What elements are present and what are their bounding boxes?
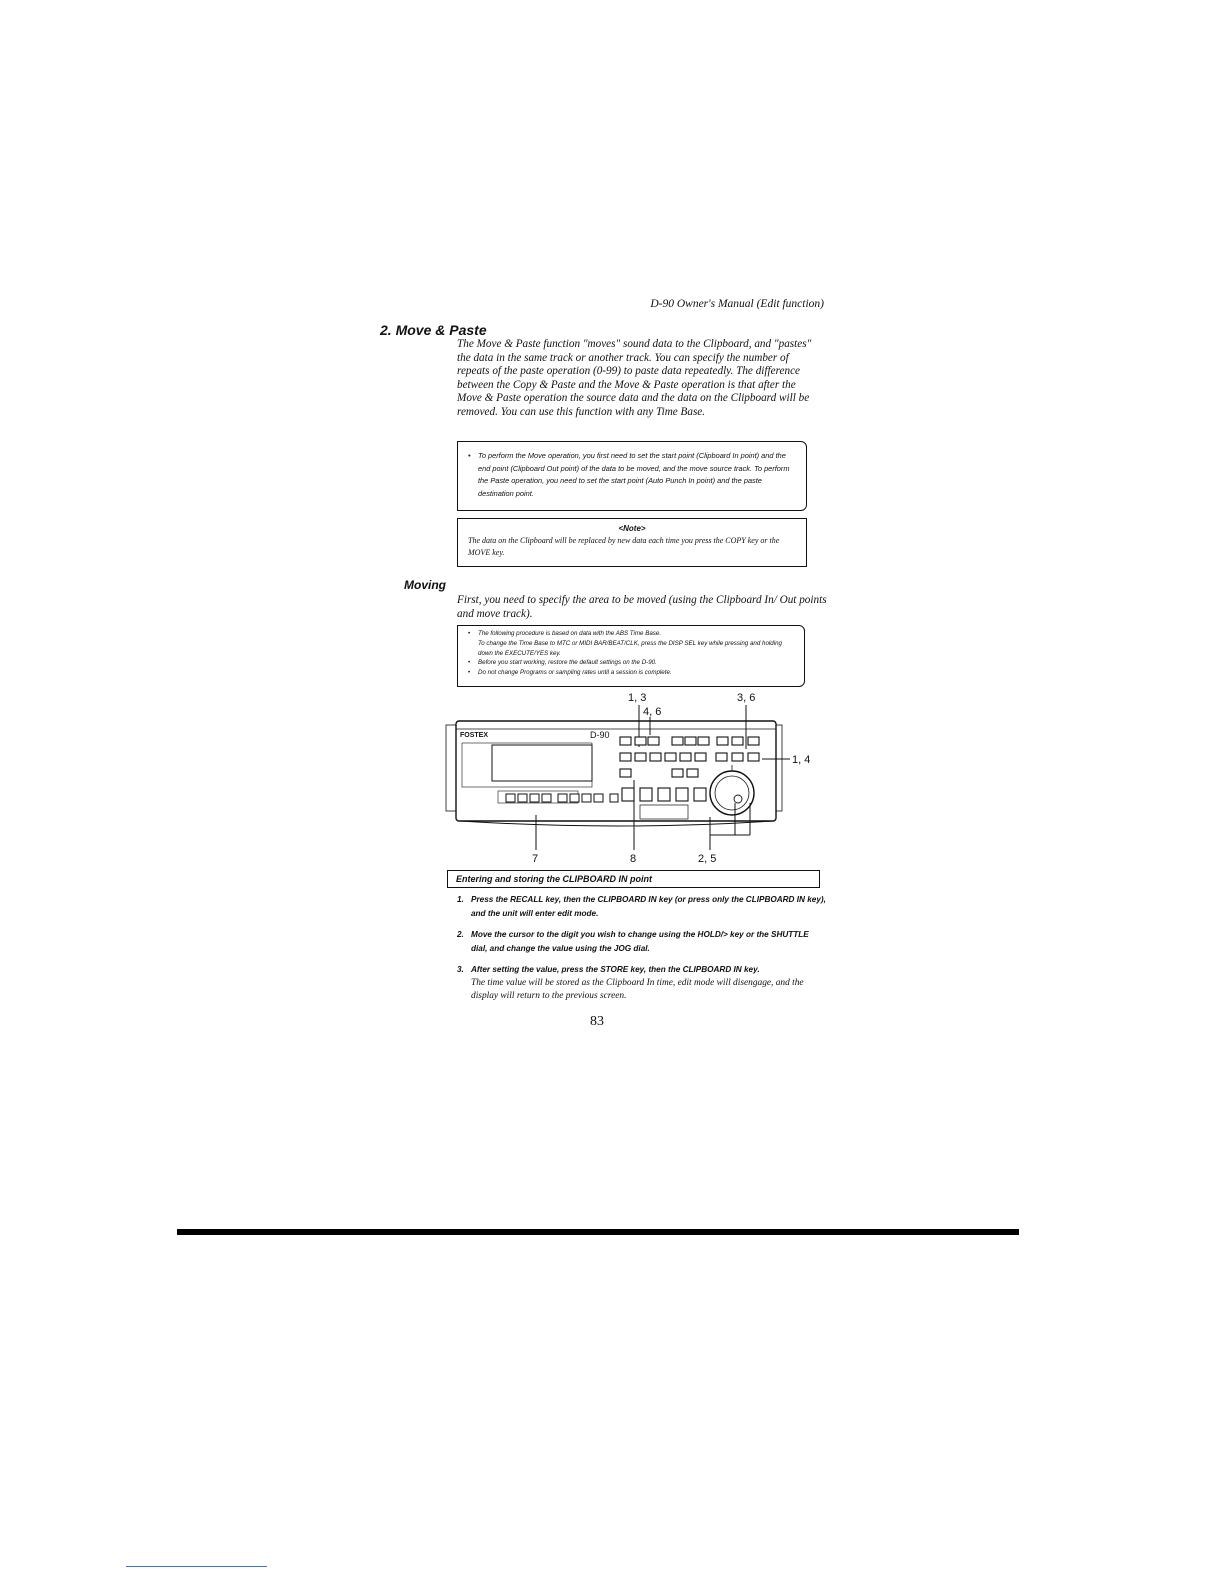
running-header: D-90 Owner's Manual (Edit function) bbox=[650, 298, 824, 310]
step-text: After setting the value, press the STORE key, then the CLIPBOARD IN key. bbox=[471, 965, 760, 974]
callout-7: 7 bbox=[532, 853, 539, 865]
procedure-title: Entering and storing the CLIPBOARD IN point bbox=[447, 870, 820, 888]
subheading-moving: Moving bbox=[404, 578, 446, 592]
tip-item bbox=[468, 639, 794, 659]
callout-4-6: 4, 6 bbox=[643, 706, 662, 718]
callout-3-6: 3, 6 bbox=[737, 692, 756, 704]
tip-item bbox=[468, 658, 794, 668]
tip-text: To perform the Move operation, you first need to set the start point (Clipboard In point) and the end point (Clipboard Out point) of the data to be moved, and the move source track. To perform the Paste operation, you need to set the start point (Auto Punch In point) and the paste destination point. bbox=[478, 451, 790, 498]
tip-text: Do not change Programs or sampling rates until a session is complete. bbox=[478, 669, 672, 677]
procedure-steps bbox=[457, 893, 827, 1011]
callout-1-3: 1, 3 bbox=[628, 692, 647, 704]
model-label: D-90 bbox=[590, 730, 610, 740]
step-2 bbox=[457, 928, 827, 955]
bullet-icon: • bbox=[468, 630, 471, 637]
tip-box-1 bbox=[457, 441, 807, 511]
page-number: 83 bbox=[590, 1014, 604, 1029]
step-number: 2. bbox=[457, 930, 464, 939]
tip-box-2 bbox=[457, 625, 805, 687]
footer-rule bbox=[177, 1229, 1019, 1235]
note-title: <Note> bbox=[618, 524, 646, 533]
tip-item bbox=[468, 450, 796, 500]
bottom-link-underline bbox=[126, 1566, 267, 1567]
step-text: Press the RECALL key, then the CLIPBOARD IN key (or press only the CLIPBOARD IN key), and the unit will enter edit mode. bbox=[471, 895, 826, 918]
tip-item bbox=[468, 629, 794, 639]
step-1 bbox=[457, 893, 827, 920]
step-text: Move the cursor to the digit you wish to change using the HOLD/> key or the SHUTTLE dial, and change the value using the JOG dial. bbox=[471, 930, 809, 953]
bullet-icon: • bbox=[468, 451, 471, 460]
jog-dial bbox=[710, 771, 754, 815]
step-3 bbox=[457, 963, 827, 1003]
step-number: 1. bbox=[457, 895, 464, 904]
brand-logo: FOSTEX bbox=[460, 732, 489, 739]
moving-paragraph: First, you need to specify the area to be moved (using the Clipboard In/ Out points and move track). bbox=[457, 594, 827, 620]
tip-text: The following procedure is based on data with the ABS Time Base. bbox=[478, 630, 662, 637]
front-panel-diagram bbox=[440, 685, 830, 870]
tip-text: Before you start working, restore the default settings on the D-90. bbox=[478, 659, 657, 667]
note-text: The data on the Clipboard will be replaced by new data each time you press the COPY key or the MOVE key. bbox=[468, 536, 780, 557]
step-result: The time value will be stored as the Clipboard In time, edit mode will disengage, and the display will return to the previous screen. bbox=[471, 977, 804, 1001]
callout-8: 8 bbox=[630, 853, 637, 865]
step-number: 3. bbox=[457, 965, 464, 974]
note-box bbox=[457, 518, 807, 567]
lcd-display bbox=[492, 745, 592, 781]
tip-text: To change the Time Base to MTC or MIDI BAR/BEAT/CLK, press the DISP SEL key while pressing and holding down the EXECUTE/YES key. bbox=[478, 639, 782, 657]
section-title: 2. Move & Paste bbox=[380, 322, 487, 338]
bullet-icon: • bbox=[468, 659, 471, 667]
intro-paragraph: The Move & Paste function "moves" sound data to the Clipboard, and "pastes" the data in the same track or another track. You can specify the number of repeats of the paste operation (0-99) to paste data repeatedly. The difference between the Copy & Paste and the Move & Paste operation is that after the Move & Paste operation the source data and the data on the Clipboard will be removed. You can use this function with any Time Base. bbox=[457, 338, 812, 418]
callout-1-4: 1, 4 bbox=[792, 754, 811, 766]
bullet-icon: • bbox=[468, 669, 471, 677]
tip-item bbox=[468, 668, 794, 678]
callout-2-5: 2, 5 bbox=[698, 853, 717, 865]
